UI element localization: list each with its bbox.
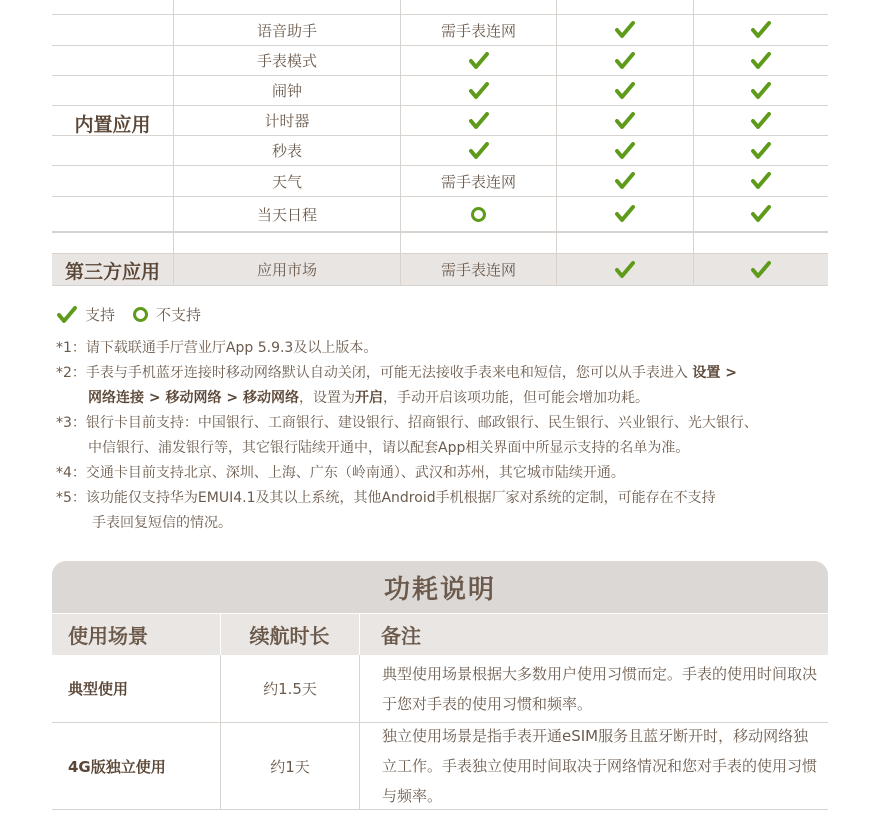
note-4: *4：交通卡目前支持北京、深圳、上海、广东（岭南通）、武汉和苏州，其它城市陆续开通。 bbox=[56, 465, 625, 481]
check-icon bbox=[556, 254, 693, 285]
feature-name: 手表模式 bbox=[173, 46, 400, 75]
feature-value: 需手表连网 bbox=[400, 166, 556, 196]
check-icon bbox=[693, 197, 828, 231]
check-icon bbox=[556, 106, 693, 135]
header-scene: 使用场景 bbox=[68, 624, 148, 648]
check-icon bbox=[693, 76, 828, 105]
table-row-spacer bbox=[52, 232, 828, 254]
check-icon bbox=[693, 15, 828, 45]
circle-icon bbox=[133, 307, 148, 322]
feature-name: 当天日程 bbox=[173, 197, 400, 231]
check-icon bbox=[693, 106, 828, 135]
note-3-line2: 中信银行、浦发银行等，其它银行陆续开通中，请以配套App相关界面中所显示支持的名单为准。 bbox=[88, 440, 690, 456]
check-icon bbox=[693, 254, 828, 285]
check-icon bbox=[400, 76, 556, 105]
power-table-header bbox=[52, 614, 828, 655]
check-icon bbox=[693, 136, 828, 165]
legend-unsupported-label: 不支持 bbox=[156, 306, 202, 324]
header-duration: 续航时长 bbox=[249, 624, 330, 648]
header-divider bbox=[220, 614, 221, 655]
check-icon bbox=[556, 166, 693, 196]
feature-name: 计时器 bbox=[173, 106, 400, 135]
note-3-line1: *3：银行卡目前支持：中国银行、工商银行、建设银行、招商银行、邮政银行、民生银行、兴业银行、光大银行、 bbox=[56, 415, 758, 431]
feature-name: 语音助手 bbox=[173, 15, 400, 45]
table-row bbox=[52, 723, 828, 810]
legend-supported bbox=[57, 304, 115, 325]
check-icon bbox=[556, 136, 693, 165]
remark-cell: 典型使用场景根据大多数用户使用习惯而定。手表的使用时间取决于您对手表的使用习惯和频率。 bbox=[359, 655, 828, 722]
legend-supported-label: 支持 bbox=[85, 306, 116, 324]
check-icon bbox=[556, 46, 693, 75]
check-icon bbox=[556, 197, 693, 231]
duration-cell: 约1天 bbox=[220, 723, 359, 809]
note-2-line1: *2：手表与手机蓝牙连接时移动网络默认自动关闭，可能无法接收手表来电和短信，您可以从手表进入 设置 > bbox=[56, 365, 737, 381]
header-remark: 备注 bbox=[381, 624, 421, 648]
feature-value: 需手表连网 bbox=[400, 254, 556, 285]
legend bbox=[57, 304, 219, 325]
check-icon bbox=[400, 46, 556, 75]
note-2-line2: 网络连接 > 移动网络 > 移动网络，设置为开启，手动开启该项功能，但可能会增加功耗。 bbox=[88, 390, 649, 406]
feature-name: 天气 bbox=[173, 166, 400, 196]
category-third-party: 第三方应用 bbox=[64, 260, 160, 283]
duration-cell: 约1.5天 bbox=[220, 655, 359, 722]
feature-value: 需手表连网 bbox=[400, 15, 556, 45]
scene-cell: 典型使用 bbox=[68, 680, 129, 698]
check-icon bbox=[556, 76, 693, 105]
check-icon bbox=[693, 46, 828, 75]
header-divider bbox=[359, 614, 360, 655]
note-5-line1: *5：该功能仅支持华为EMUI4.1及其以上系统，其他Android手机根据厂家对系统的定制，可能存在不支持 bbox=[56, 490, 716, 506]
feature-name: 闹钟 bbox=[173, 76, 400, 105]
check-icon bbox=[57, 306, 77, 324]
table-row bbox=[52, 655, 828, 723]
table-row-third-party bbox=[52, 254, 828, 286]
feature-name: 秒表 bbox=[173, 136, 400, 165]
note-5-line2: 手表回复短信的情况。 bbox=[92, 515, 232, 531]
remark-cell: 独立使用场景是指手表开通eSIM服务且蓝牙断开时，移动网络独立工作。手表独立使用时间取决于网络情况和您对手表的使用习惯与频率。 bbox=[359, 723, 828, 809]
circle-icon bbox=[400, 197, 556, 231]
power-title: 功耗说明 bbox=[52, 561, 828, 613]
check-icon bbox=[400, 136, 556, 165]
check-icon bbox=[400, 106, 556, 135]
legend-unsupported bbox=[133, 304, 201, 325]
scene-cell: 4G版独立使用 bbox=[68, 757, 166, 776]
note-1: *1：请下载联通手厅营业厅App 5.9.3及以上版本。 bbox=[56, 340, 378, 356]
check-icon bbox=[693, 166, 828, 196]
category-builtin: 内置应用 bbox=[74, 114, 151, 136]
table-row bbox=[52, 0, 828, 15]
check-icon bbox=[556, 15, 693, 45]
feature-name: 应用市场 bbox=[173, 254, 400, 285]
